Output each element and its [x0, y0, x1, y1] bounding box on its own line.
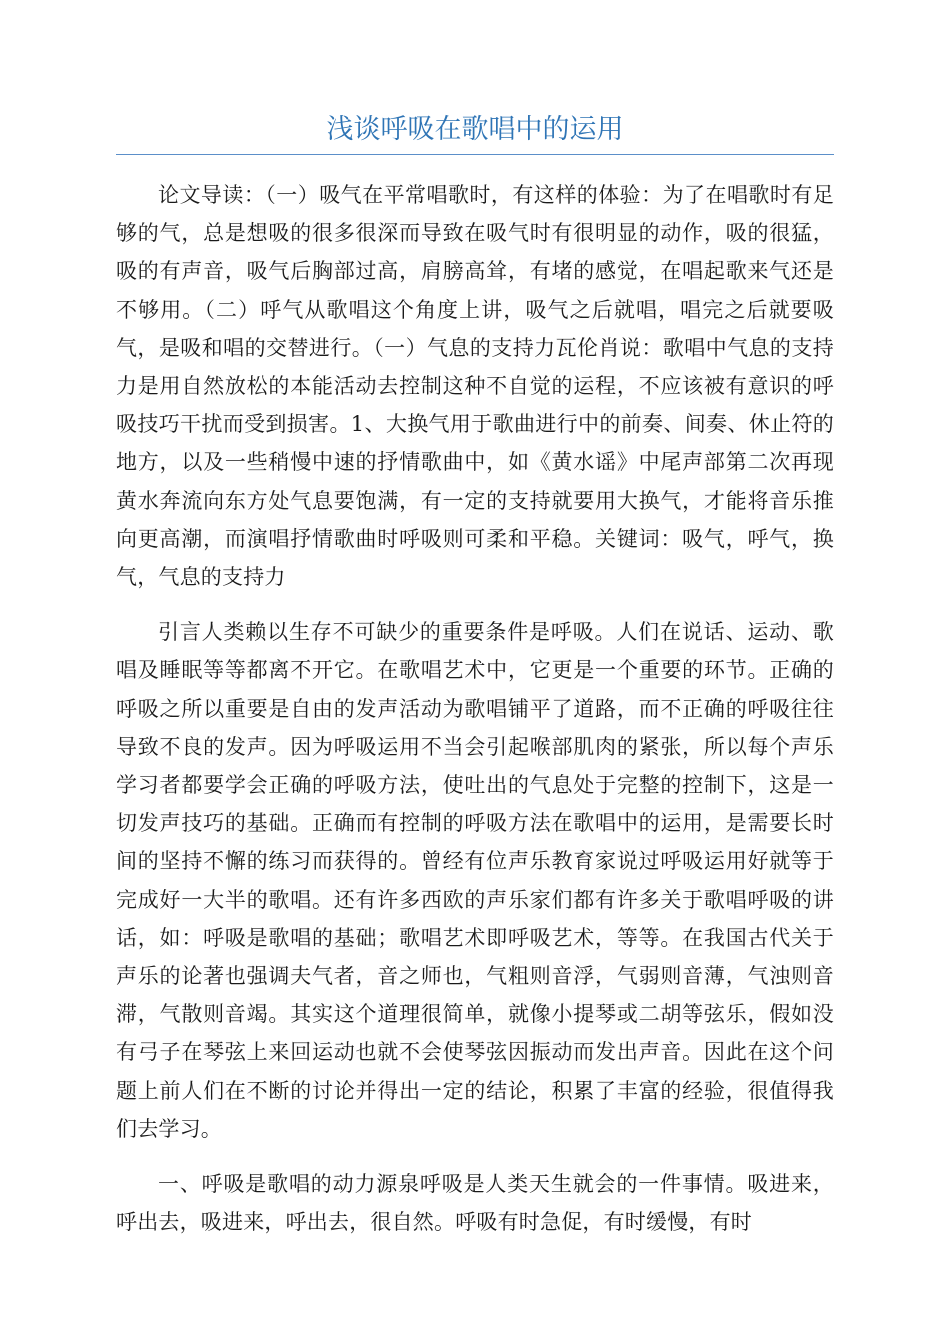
title-underline [116, 154, 834, 155]
paragraph-abstract: 论文导读：（一）吸气在平常唱歌时，有这样的体验：为了在唱歌时有足够的气，总是想吸的很多很深而导致在吸气时有很明显的动作，吸的很猛，吸的有声音，吸气后胸部过高，肩膀高耸，有堵的感觉，在唱起歌来气还是不够用。（二）呼气从歌唱这个角度上讲，吸气之后就唱，唱完之后就要吸气，是吸和唱的交替进行。（一）气息的支持力瓦伦肖说：歌唱中气息的支持力是用自然放松的本能活动去控制这种不自觉的运程，不应该被有意识的呼吸技巧干扰而受到损害。1、大换气用于歌曲进行中的前奏、间奏、休止符的地方，以及一些稍慢中速的抒情歌曲中，如《黄水谣》中尾声部第二次再现黄水奔流向东方处气息要饱满，有一定的支持就要用大换气，才能将音乐推向更高潮，而演唱抒情歌曲时呼吸则可柔和平稳。关键词：吸气，呼气，换气，气息的支持力 [116, 183, 834, 590]
paragraph-section-one: 一、呼吸是歌唱的动力源泉呼吸是人类天生就会的一件事情。吸进来，呼出去，吸进来，呼出去，很自然。呼吸有时急促，有时缓慢，有时 [116, 1172, 834, 1235]
paragraph-introduction: 引言人类赖以生存不可缺少的重要条件是呼吸。人们在说话、运动、歌唱及睡眠等等都离不开它。在歌唱艺术中，它更是一个重要的环节。正确的呼吸之所以重要是自由的发声活动为歌唱铺平了道路，而不正确的呼吸往往导致不良的发声。因为呼吸运用不当会引起喉部肌肉的紧张，所以每个声乐学习者都要学会正确的呼吸方法，使吐出的气息处于完整的控制下，这是一切发声技巧的基础。正确而有控制的呼吸方法在歌唱中的运用，是需要长时间的坚持不懈的练习而获得的。曾经有位声乐教育家说过呼吸运用好就等于完成好一大半的歌唱。还有许多西欧的声乐家们都有许多关于歌唱呼吸的讲话，如：呼吸是歌唱的基础；歌唱艺术即呼吸艺术，等等。在我国古代关于声乐的论著也强调夫气者，音之师也，气粗则音浮，气弱则音薄，气浊则音滞，气散则音竭。其实这个道理很简单，就像小提琴或二胡等弦乐，假如没有弓子在琴弦上来回运动也就不会使琴弦因振动而发出声音。因此在这个问题上前人们在不断的讨论并得出一定的结论，积累了丰富的经验，很值得我们去学习。 [116, 620, 834, 1141]
document-title: 浅谈呼吸在歌唱中的运用 [326, 114, 624, 145]
document-body [116, 176, 834, 1258]
